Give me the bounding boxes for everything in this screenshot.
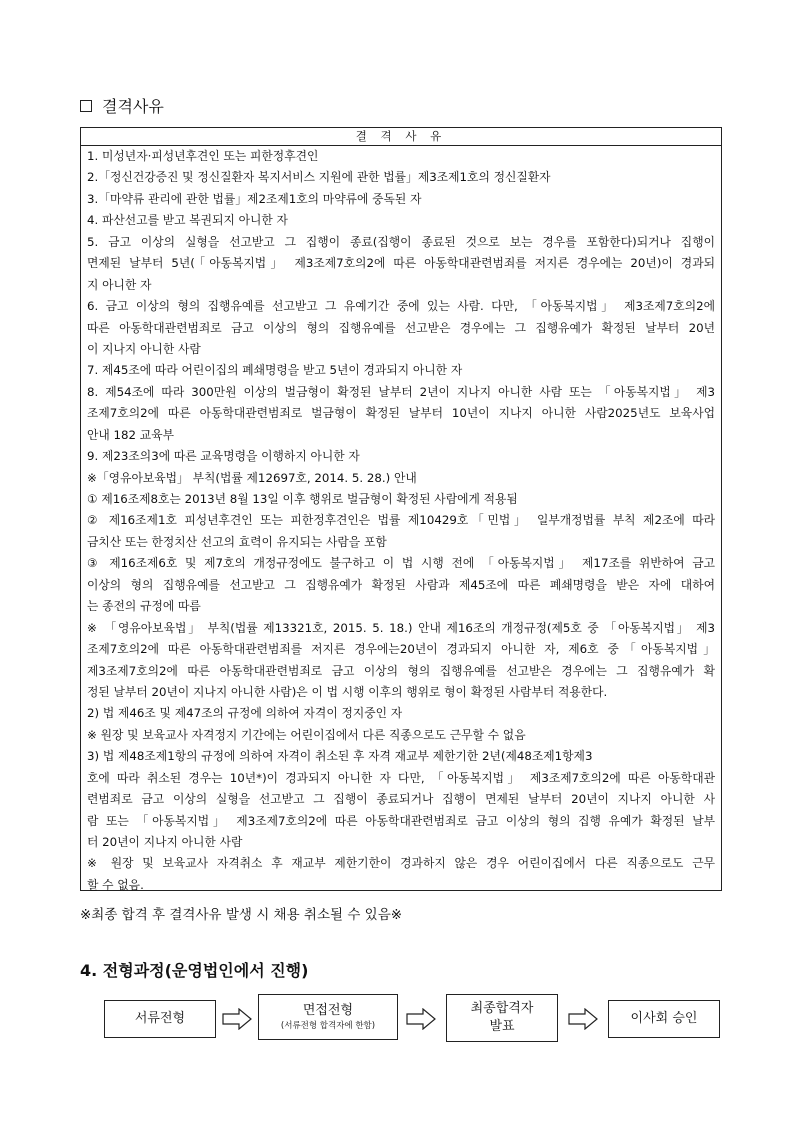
- table-line: 1. 미성년자·피성년후견인 또는 피한정후견인: [87, 149, 319, 163]
- right-arrow-icon: [222, 1008, 252, 1030]
- table-line: 9. 제23조의3에 따른 교육명령을 이행하지 아니한 자: [87, 449, 360, 464]
- table-line: 8. 제54조에 따라 300만원 이상의 벌금형이 확정된 날부터 2년이 지나지 아니한 사람 또는 「아동복지법」 제3: [87, 384, 715, 399]
- table-line: 조제7호의2에 따른 아동학대관련범죄로 벌금형이 확정된 날부터 10년이 지나지 아니한 사람2025년도 보육사업: [87, 406, 715, 421]
- table-line: 7. 제45조에 따라 어린이집의 폐쇄명령을 받고 5년이 경과되지 아니한 자: [87, 363, 463, 378]
- step-board-approval: [608, 1000, 720, 1038]
- table-header: 결 격 사 유: [81, 128, 721, 146]
- table-line: 3) 법 제48조제1항의 규정에 의하여 자격이 취소된 후 자격 재교부 제한기한 2년(제48조제1항제3: [87, 749, 593, 764]
- table-line: 할 수 없음.: [87, 877, 144, 892]
- table-line: ② 제16조제1호 피성년후견인 또는 피한정후견인은 법률 제10429호「민법」 일부개정법률 부칙 제2조에 따라: [87, 513, 715, 528]
- table-line: 2) 법 제46조 및 제47조의 규정에 의하여 자격이 정지중인 자: [87, 706, 403, 721]
- process-heading: 4. 전형과정(운영법인에서 진행): [80, 961, 309, 980]
- step-final-announcement: [446, 994, 558, 1042]
- step-label: 면접전형: [302, 1003, 354, 1018]
- table-line: 호에 따라 취소된 경우는 10년*)이 경과되지 아니한 자 다만, 「아동복지법」 제3조제7호의2에 따른 아동학대관: [87, 770, 715, 785]
- table-line: 2.「정신건강증진 및 정신질환자 복지서비스 지원에 관한 법률」제3조제1호의 정신질환자: [87, 170, 551, 185]
- table-line: 련범죄로 금고 이상의 실형을 선고받고 그 집행이 종료되거나 집행이 면제된 날부터 20년이 지나지 아니한 사: [87, 792, 715, 807]
- step-sublabel: (서류전형 합격자에 한함): [280, 1021, 376, 1031]
- step-interview: [258, 994, 398, 1040]
- step-label: 최종합격자: [470, 1001, 534, 1016]
- table-line: 는 종전의 규정에 따름: [87, 599, 201, 614]
- cancellation-warning: ※최종 합격 후 결격사유 발생 시 채용 취소될 수 있음※: [80, 907, 403, 923]
- section-title: 결격사유: [102, 97, 164, 116]
- right-arrow-icon: [568, 1008, 598, 1030]
- table-line: 3.「마약류 관리에 관한 법률」제2조제1호의 마약류에 중독된 자: [87, 191, 422, 206]
- table-line: 정된 날부터 20년이 지나지 아니한 사람)은 이 법 시행 이후의 행위로 형이 확정된 사람부터 적용한다.: [87, 684, 608, 699]
- table-line: ※「영유아보육법」 부칙(법률 제12697호, 2014. 5. 28.) 안내: [87, 470, 417, 485]
- table-line: ① 제16조제8호는 2013년 8월 13일 이후 행위로 벌금형이 확정된 사람에게 적용됨: [87, 492, 518, 506]
- table-line: ※ 원장 및 보육교사 자격취소 후 재교부 제한기한이 경과하지 않은 경우 어린이집에서 다른 직종으로도 근무: [87, 856, 715, 871]
- table-line: 4. 파산선고를 받고 복권되지 아니한 자: [87, 213, 288, 228]
- step-label: 서류전형: [134, 1011, 186, 1026]
- step-document-screening: [104, 1000, 216, 1038]
- table-line: 안내 182 교육부: [87, 427, 174, 442]
- table-line: ③ 제16조제6호 및 제7호의 개정규정에도 불구하고 이 법 시행 전에 「아동복지법」 제17조를 위반하여 금고: [87, 556, 715, 571]
- table-line: ※ 원장 및 보육교사 자격정지 기간에는 어린이집에서 다른 직종으로도 근무할 수 없음: [87, 727, 526, 742]
- table-line: 람 또는 「아동복지법」 제3조제7호의2에 따른 아동학대관련범죄로 금고 이상의 형의 집행 유예가 확정된 날부: [87, 813, 715, 828]
- table-line: 제3조제7호의2에 따른 아동학대관련범죄로 금고 이상의 형의 집행유예를 선고받은 경우에는 그 집행유예가 확: [87, 663, 715, 678]
- step-label: 이사회 승인: [630, 1011, 698, 1026]
- table-line: 조제7호의2에 따른 아동학대관련범죄를 저지른 경우에는20년이 경과되지 아니한 자, 제6호 중「아동복지법」: [87, 642, 715, 657]
- table-line: 5. 금고 이상의 실형을 선고받고 그 집행이 종료(집행이 종료된 것으로 보는 경우를 포함한다)되거나 집행이: [87, 234, 715, 249]
- right-arrow-icon: [406, 1008, 436, 1030]
- table-line: 금치산 또는 한정치산 선고의 효력이 유지되는 사람을 포함: [87, 534, 387, 549]
- table-line: 이 지나지 아니한 사람: [87, 341, 201, 356]
- table-line: 면제된 날부터 5년(「아동복지법」 제3조제7호의2에 따른 아동학대관련범죄를 저지른 경우에는 20년)이 경과되: [87, 256, 715, 271]
- table-line: 이상의 형의 집행유예를 선고받고 그 집행유예가 확정된 사람과 제45조에 따른 폐쇄명령을 받은 자에 대하여: [87, 577, 715, 592]
- table-line: 터 20년이 지나지 아니한 사람: [87, 835, 243, 849]
- table-line: 따른 아동학대관련범죄로 금고 이상의 형의 집행유예를 선고받은 경우에는 그 집행유예가 확정된 날부터 20년: [87, 320, 715, 335]
- table-line: ※ 「영유아보육법」 부칙(법률 제13321호, 2015. 5. 18.) 안내 제16조의 개정규정(제5호 중 「아동복지법」 제3: [87, 620, 715, 635]
- table-line: 지 아니한 자: [87, 277, 152, 292]
- step-label: 발표: [489, 1019, 515, 1034]
- table-line: 6. 금고 이상의 형의 집행유예를 선고받고 그 유예기간 중에 있는 사람. 다만, 「아동복지법」 제3조제7호의2에: [87, 299, 715, 314]
